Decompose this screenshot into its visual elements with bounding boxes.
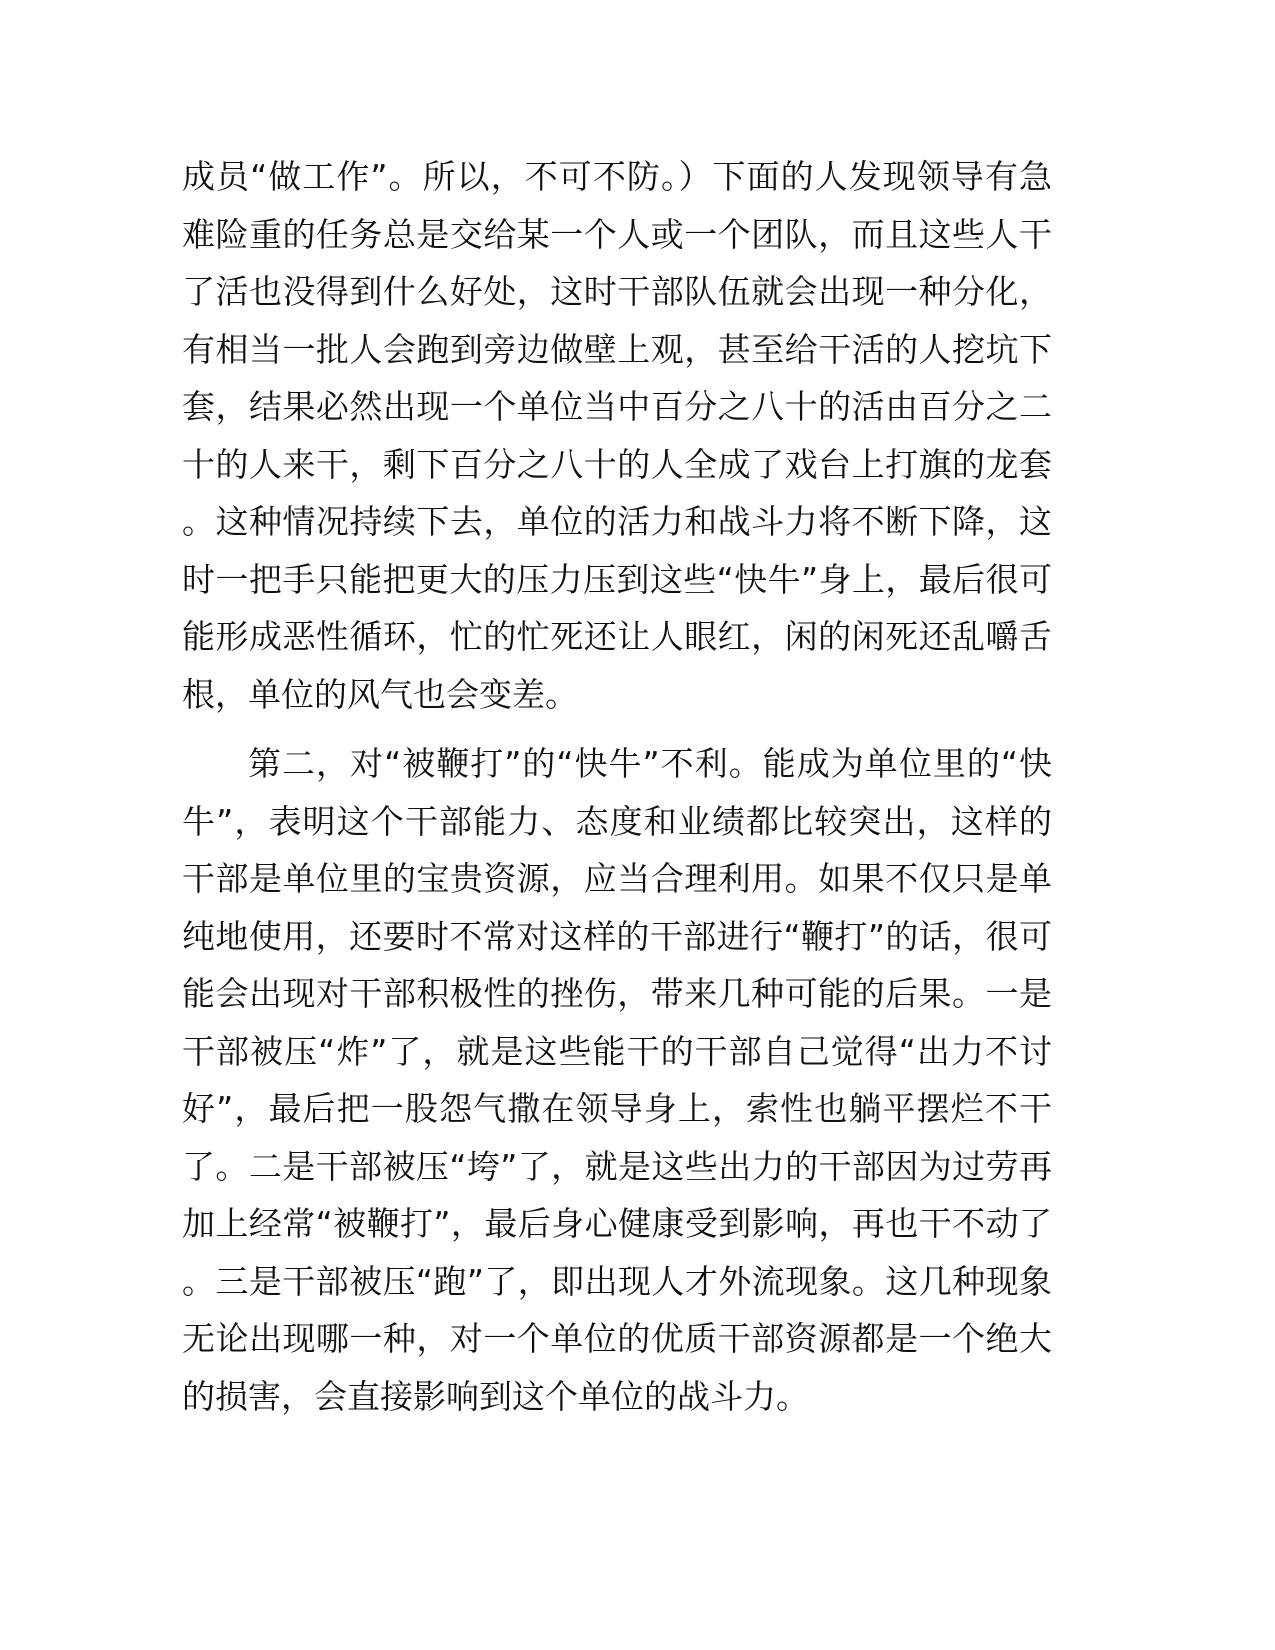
paragraph-1: 成员“做工作”。所以，不可不防。）下面的人发现领导有急难险重的任务总是交给某一个人或一个团队，而且这些人干了活也没得到什么好处，这时干部队伍就会出现一种分化，有相当一批人会跑到旁边做壁上观，甚至给干活的人挖坑下套，结果必然出现一个单位当中百分之八十的活由百分之二十的人来干，剩下百分之八十的人全成了戏台上打旗的龙套。这种情况持续下去，单位的活力和战斗力将不断下降，这时一把手只能把更大的压力压到这些“快牛”身上，最后很可能形成恶性循环，忙的忙死还让人眼红，闲的闲死还乱嚼舌根，单位的风气也会变差。 [182,157,1052,714]
document-body [182,148,1052,1425]
paragraph-2: 第二，对“被鞭打”的“快牛”不利。能成为单位里的“快牛”，表明这个干部能力、态度和业绩都比较突出，这样的干部是单位里的宝贵资源，应当合理利用。如果不仅只是单纯地使用，还要时不常对这样的干部进行“鞭打”的话，很可能会出现对干部积极性的挫伤，带来几种可能的后果。一是干部被压“炸”了，就是这些能干的干部自己觉得“出力不讨好”，最后把一股怨气撒在领导身上，索性也躺平摆烂不干了。二是干部被压“垮”了，就是这些出力的干部因为过劳再加上经常“被鞭打”，最后身心健康受到影响，再也干不动了。三是干部被压“跑”了，即出现人才外流现象。这几种现象无论出现哪一种，对一个单位的优质干部资源都是一个绝大的损害，会直接影响到这个单位的战斗力。 [182,744,1052,1416]
